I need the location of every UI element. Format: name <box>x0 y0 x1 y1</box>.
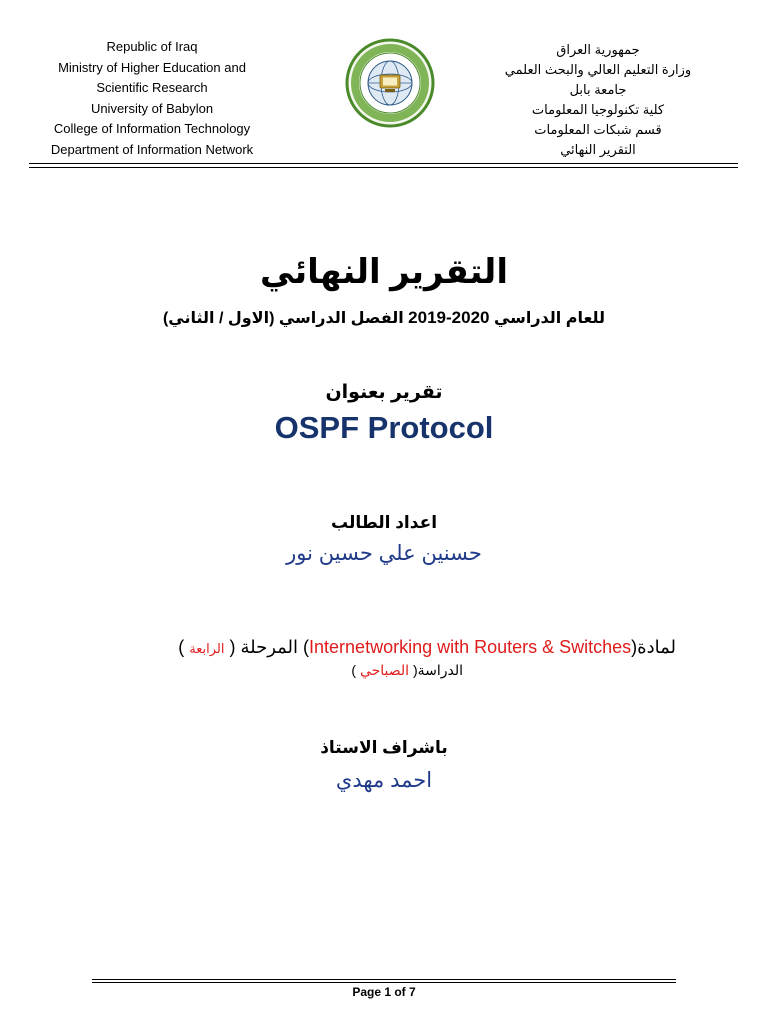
course-name: Internetworking with Routers & Switches <box>309 637 632 657</box>
subject-close: ) <box>178 637 185 657</box>
header-line: Ministry of Higher Education and <box>58 59 246 75</box>
header-line: جامعة بابل <box>569 82 627 97</box>
academic-semester: الفصل الدراسي (الاول / الثاني) <box>162 310 404 327</box>
header-english-block <box>22 37 282 160</box>
header-divider <box>29 163 738 164</box>
study-value: الصباحي <box>359 662 410 678</box>
header-line: Republic of Iraq <box>106 39 198 54</box>
subject-line <box>178 637 676 658</box>
header-line: Scientific Research <box>96 80 208 95</box>
study-label: الدراسة( <box>412 662 463 678</box>
page-number: Page 1 of 7 <box>352 985 416 999</box>
supervisor-name: احمد مهدي <box>335 769 433 792</box>
academic-year-value: 2020-2019 <box>408 308 490 327</box>
header-line: وزارة التعليم العالي والبحث العلمي <box>504 62 692 77</box>
college-seal-graphic <box>345 38 435 128</box>
footer-divider <box>92 982 676 983</box>
prepared-by-label: اعداد الطالب <box>330 513 438 532</box>
stage-value: الرابعة <box>189 641 225 656</box>
header-line: قسم شبكات المعلومات <box>534 122 662 137</box>
study-line <box>351 662 463 679</box>
header-divider <box>29 167 738 168</box>
header-line: College of Information Technology <box>53 121 251 136</box>
main-title: التقرير النهائي <box>260 253 508 291</box>
subject-prefix: لمادة( <box>631 637 676 657</box>
college-seal-icon <box>345 38 435 128</box>
header-line: جمهورية العراق <box>556 42 640 57</box>
report-title: OSPF Protocol <box>274 410 494 445</box>
header-line: Department of Information Network <box>50 141 254 157</box>
footer-divider <box>92 979 676 980</box>
header-line: University of Babylon <box>90 100 214 116</box>
stage-label: ) المرحلة ( <box>229 637 310 657</box>
academic-year-prefix: للعام الدراسي <box>493 310 606 327</box>
study-close: ) <box>351 662 357 678</box>
header-line: كلية تكنولوجيا المعلومات <box>531 102 665 117</box>
report-label: تقرير بعنوان <box>325 382 443 403</box>
academic-year-line <box>0 308 768 328</box>
header-arabic-block <box>498 40 698 160</box>
header-line: التقرير النهائي <box>560 142 636 157</box>
student-name: حسنين علي حسين نور <box>286 542 482 565</box>
supervisor-label: باشراف الاستاذ <box>320 738 448 757</box>
